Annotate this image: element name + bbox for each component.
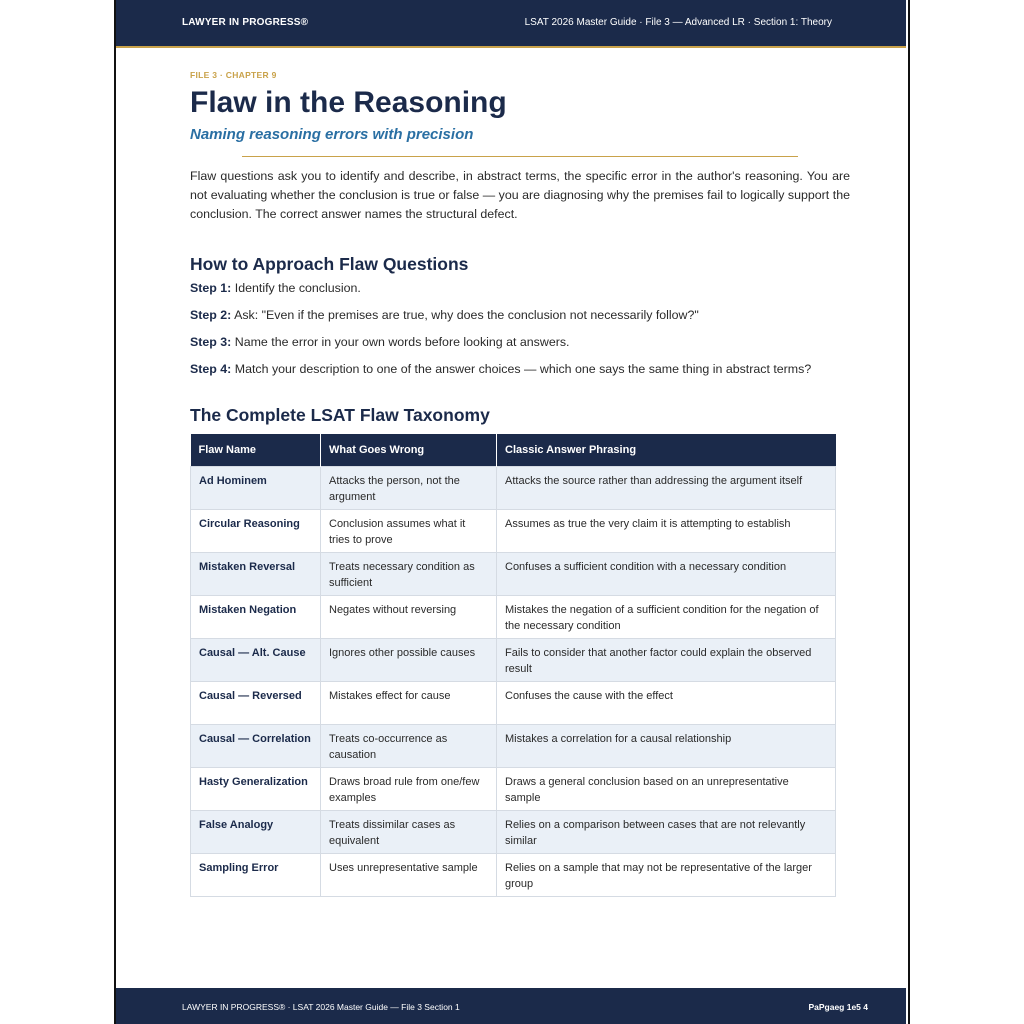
what-goes-wrong-cell: Treats necessary condition as sufficient [321, 553, 497, 596]
flaw-name-cell: Causal — Correlation [191, 725, 321, 768]
answer-phrasing-cell: Confuses the cause with the effect [497, 682, 836, 725]
what-goes-wrong-cell: Uses unrepresentative sample [321, 854, 497, 897]
step-item [190, 360, 850, 379]
flaw-taxonomy-table [190, 434, 836, 897]
table-row [191, 596, 836, 639]
what-goes-wrong-cell: Attacks the person, not the argument [321, 467, 497, 510]
answer-phrasing-cell: Relies on a comparison between cases that are not relevantly similar [497, 811, 836, 854]
page-content [190, 70, 850, 897]
table-row [191, 811, 836, 854]
column-header-flaw-name: Flaw Name [191, 434, 321, 467]
answer-phrasing-cell: Draws a general conclusion based on an unrepresentative sample [497, 768, 836, 811]
table-row [191, 510, 836, 553]
document-page [116, 0, 906, 1024]
chapter-title: Flaw in the Reasoning [190, 86, 507, 119]
what-goes-wrong-cell: Treats dissimilar cases as equivalent [321, 811, 497, 854]
what-goes-wrong-cell: Draws broad rule from one/few examples [321, 768, 497, 811]
header-brand: LAWYER IN PROGRESS® [182, 17, 309, 28]
left-margin [0, 0, 116, 1024]
table-row [191, 467, 836, 510]
page-number: PaPgaeg 1e5 4 [808, 1002, 868, 1012]
what-goes-wrong-cell: Ignores other possible causes [321, 639, 497, 682]
chapter-subtitle: Naming reasoning errors with precision [190, 126, 474, 143]
title-divider [242, 156, 798, 157]
flaw-name-cell: Mistaken Reversal [191, 553, 321, 596]
page-footer [116, 988, 906, 1024]
answer-phrasing-cell: Attacks the source rather than addressing the argument itself [497, 467, 836, 510]
column-header-what-goes-wrong: What Goes Wrong [321, 434, 497, 467]
page-header [116, 0, 906, 48]
answer-phrasing-cell: Confuses a sufficient condition with a necessary condition [497, 553, 836, 596]
step-item [190, 306, 850, 325]
answer-phrasing-cell: Mistakes a correlation for a causal relationship [497, 725, 836, 768]
step-text: Match your description to one of the answer choices — which one says the same thing in abstract terms? [234, 362, 812, 376]
step-label: Step 4: [190, 362, 232, 376]
column-header-answer-phrasing: Classic Answer Phrasing [497, 434, 836, 467]
answer-phrasing-cell: Assumes as true the very claim it is attempting to establish [497, 510, 836, 553]
answer-phrasing-cell: Relies on a sample that may not be representative of the larger group [497, 854, 836, 897]
taxonomy-heading: The Complete LSAT Flaw Taxonomy [190, 405, 490, 425]
flaw-name-cell: Circular Reasoning [191, 510, 321, 553]
chapter-eyebrow: FILE 3 · CHAPTER 9 [190, 70, 277, 80]
answer-phrasing-cell: Fails to consider that another factor could explain the observed result [497, 639, 836, 682]
step-text: Ask: "Even if the premises are true, why does the conclusion not necessarily follow?" [234, 308, 699, 322]
what-goes-wrong-cell: Conclusion assumes what it tries to prove [321, 510, 497, 553]
flaw-name-cell: Ad Hominem [191, 467, 321, 510]
step-item [190, 279, 850, 298]
flaw-name-cell: Hasty Generalization [191, 768, 321, 811]
what-goes-wrong-cell: Negates without reversing [321, 596, 497, 639]
table-row [191, 639, 836, 682]
flaw-name-cell: False Analogy [191, 811, 321, 854]
flaw-name-cell: Sampling Error [191, 854, 321, 897]
step-label: Step 3: [190, 335, 232, 349]
table-row [191, 854, 836, 897]
table-row [191, 553, 836, 596]
flaw-name-cell: Causal — Reversed [191, 682, 321, 725]
table-header-row [191, 434, 836, 467]
step-text: Identify the conclusion. [234, 281, 361, 295]
table-row [191, 768, 836, 811]
footer-left-text: LAWYER IN PROGRESS® · LSAT 2026 Master Guide — File 3 Section 1 [182, 1002, 460, 1012]
answer-phrasing-cell: Mistakes the negation of a sufficient condition for the negation of the necessary condition [497, 596, 836, 639]
what-goes-wrong-cell: Mistakes effect for cause [321, 682, 497, 725]
step-label: Step 1: [190, 281, 232, 295]
steps-list [190, 279, 850, 379]
flaw-name-cell: Mistaken Negation [191, 596, 321, 639]
right-margin [908, 0, 1024, 1024]
what-goes-wrong-cell: Treats co-occurrence as causation [321, 725, 497, 768]
header-meta: LSAT 2026 Master Guide · File 3 — Advanced LR · Section 1: Theory [524, 17, 832, 28]
flaw-name-cell: Causal — Alt. Cause [191, 639, 321, 682]
table-row [191, 682, 836, 725]
step-label: Step 2: [190, 308, 232, 322]
table-row [191, 725, 836, 768]
approach-heading: How to Approach Flaw Questions [190, 254, 469, 274]
step-item [190, 333, 850, 352]
intro-paragraph: Flaw questions ask you to identify and describe, in abstract terms, the specific error in the author's reasoning. You are not evaluating whether the conclusion is true or false — you are diagnosing why the premises fail to logically support the conclusion. The correct answer names the structural defect. [190, 169, 850, 221]
step-text: Name the error in your own words before looking at answers. [234, 335, 570, 349]
